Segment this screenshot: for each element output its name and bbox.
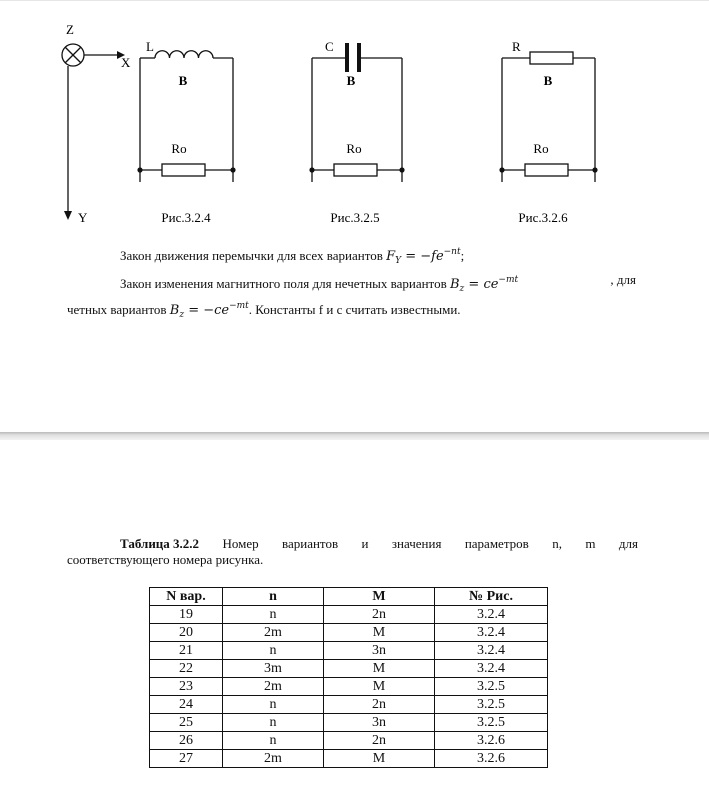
- inductor-label: L: [146, 39, 154, 54]
- field-b-label: B: [178, 73, 188, 88]
- figure-3-2-4-circuit: [140, 51, 233, 182]
- junction-dot: [592, 167, 597, 172]
- header-n: n: [223, 588, 324, 606]
- y-axis-arrow-icon: [64, 211, 72, 220]
- capacitor-plate-icon: [345, 43, 349, 72]
- junction-dot: [399, 167, 404, 172]
- resistor-ro-label: Ro: [533, 141, 549, 156]
- resistor-r-label: R: [512, 39, 521, 54]
- table-row: 23 2m M 3.2.5: [150, 678, 548, 696]
- table-row: 25 n 3n 3.2.5: [150, 714, 548, 732]
- page-separator: [0, 432, 709, 440]
- table-caption-title: Таблица 3.2.2: [120, 536, 200, 551]
- table-row: 20 2m M 3.2.4: [150, 624, 548, 642]
- y-axis-label: Y: [78, 210, 88, 225]
- capacitor-plate-icon: [357, 43, 361, 72]
- x-axis-label: X: [121, 55, 131, 70]
- table-row: 22 3m M 3.2.4: [150, 660, 548, 678]
- inductor-coil-icon: [155, 51, 213, 58]
- table-row: 26 n 2n 3.2.6: [150, 732, 548, 750]
- table-row: 19 n 2n 3.2.4: [150, 606, 548, 624]
- figure-3-2-5-circuit: [312, 58, 402, 182]
- motion-law-line: Закон движения перемычки для всех вариантов $F_Y = -fe^{-nt}$;: [120, 247, 465, 266]
- figure-3-2-6-circuit: [502, 52, 595, 182]
- field-b-label: B: [543, 73, 553, 88]
- figure-caption: Рис.3.2.4: [161, 210, 211, 225]
- field-law-even-line: четных вариантов $B_z = -ce^{-mt}$. Константы f и c считать известными.: [67, 301, 461, 320]
- table-row: 21 n 3n 3.2.4: [150, 642, 548, 660]
- figure-caption: Рис.3.2.5: [330, 210, 380, 225]
- table-caption-line1: Таблица 3.2.2 Номер вариантов и значения параметров n, m для: [120, 536, 638, 551]
- header-m: M: [324, 588, 435, 606]
- junction-dot: [499, 167, 504, 172]
- table-caption-line2: соответствующего номера рисунка.: [67, 552, 264, 567]
- resistor-ro-label: Ro: [346, 141, 362, 156]
- field-law-odd-text: Закон изменения магнитного поля для нечетных вариантов $B_z = ce^{-mt}$: [120, 275, 519, 294]
- motion-law-text: Закон движения перемычки для всех вариантов: [120, 248, 387, 263]
- motion-law-formula: $F_Y = -fe^{-nt}$: [386, 247, 461, 266]
- field-law-even-formula: $B_z = -ce^{-mt}$: [169, 301, 249, 320]
- junction-dot: [309, 167, 314, 172]
- table-row: 27 2m M 3.2.6: [150, 750, 548, 768]
- field-law-odd-line: [120, 272, 636, 297]
- header-variant-number: N вар.: [150, 588, 223, 606]
- resistor-ro-icon: [525, 164, 568, 176]
- field-law-odd-end: , для: [610, 272, 636, 287]
- resistor-ro-icon: [162, 164, 205, 176]
- field-b-label: B: [346, 73, 356, 88]
- junction-dot: [230, 167, 235, 172]
- coordinate-axes: [62, 44, 118, 212]
- table-header-row: [150, 588, 548, 606]
- z-axis-label: Z: [66, 22, 74, 37]
- table-row: 24 n 2n 3.2.5: [150, 696, 548, 714]
- resistor-ro-icon: [334, 164, 377, 176]
- resistor-ro-label: Ro: [171, 141, 187, 156]
- capacitor-label: C: [325, 39, 334, 54]
- parameters-table: [149, 587, 548, 768]
- resistor-r-icon: [530, 52, 573, 64]
- circuit-figures: [0, 0, 709, 240]
- header-figure-number: № Рис.: [435, 588, 548, 606]
- junction-dot: [137, 167, 142, 172]
- figure-caption: Рис.3.2.6: [518, 210, 568, 225]
